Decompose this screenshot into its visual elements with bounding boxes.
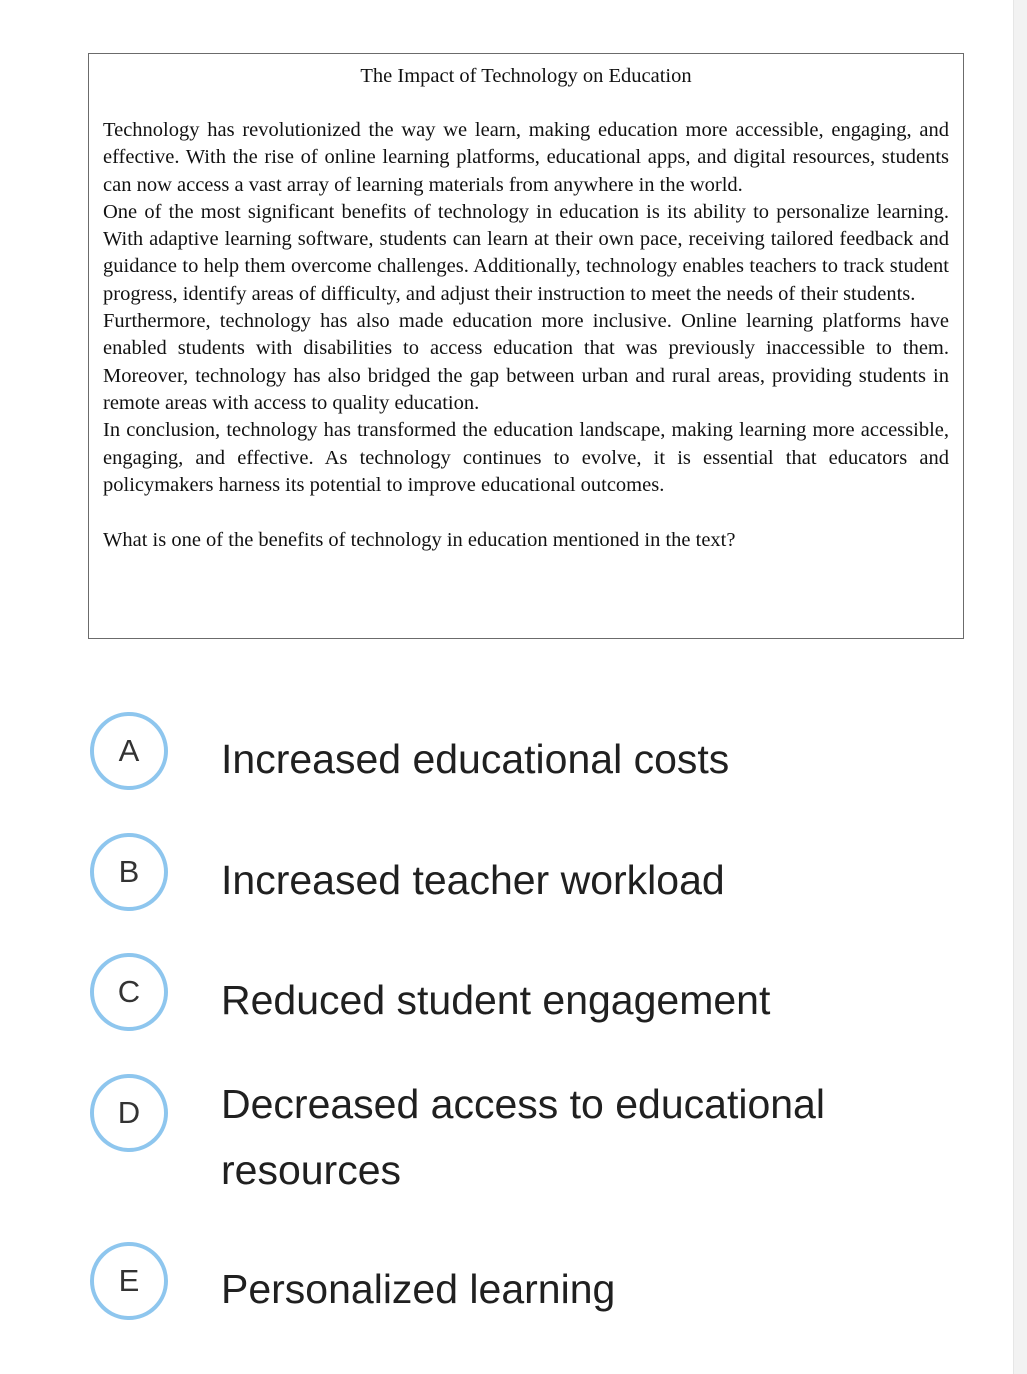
option-d-text[interactable]: Decreased access to educational resources [221, 1081, 825, 1193]
option-c-text[interactable]: Reduced student engagement [221, 977, 771, 1023]
option-c-letter-circle[interactable]: C [90, 953, 168, 1031]
passage-title: The Impact of Technology on Education [360, 65, 692, 87]
option-a-text[interactable]: Increased educational costs [221, 736, 730, 782]
passage-paragraph-2: One of the most significant benefits of technology in education is its ability to personalize learning. With adaptive learning software, students can learn at their own pace, receiving tailored feedback and guidance to help them overcome challenges. Additionally, technology enables teachers to track student progress, identify areas of difficulty, and adjust their instruction to meet the needs of their students. [103, 200, 949, 305]
passage-paragraph-1: Technology has revolutionized the way we learn, making education more accessible, engaging, and effective. With the rise of online learning platforms, educational apps, and digital resources, students can now access a vast array of learning materials from anywhere in the world. [103, 119, 949, 196]
passage-paragraph-3: Furthermore, technology has also made education more inclusive. Online learning platforms have enabled students with disabilities to access education that was previously inaccessible to them. Moreover, technology has also bridged the gap between urban and rural areas, providing students in remote areas with access to quality education. [103, 310, 949, 414]
passage-paragraph-4: In conclusion, technology has transformed the education landscape, making learning more accessible, engaging, and effective. As technology continues to evolve, it is essential that educators and policymakers harness its potential to improve educational outcomes. [103, 419, 949, 496]
option-a-letter-circle[interactable]: A [90, 712, 168, 790]
option-b-letter-circle[interactable]: B [90, 833, 168, 911]
passage-image [88, 53, 964, 639]
question-text: What is one of the benefits of technology in education mentioned in the text? [103, 529, 736, 552]
scrollbar-track[interactable] [1013, 0, 1027, 1374]
option-e-text[interactable]: Personalized learning [221, 1266, 616, 1312]
option-b-text[interactable]: Increased teacher workload [221, 857, 725, 903]
option-d-letter-circle[interactable]: D [90, 1074, 168, 1152]
option-e-letter-circle[interactable]: E [90, 1242, 168, 1320]
